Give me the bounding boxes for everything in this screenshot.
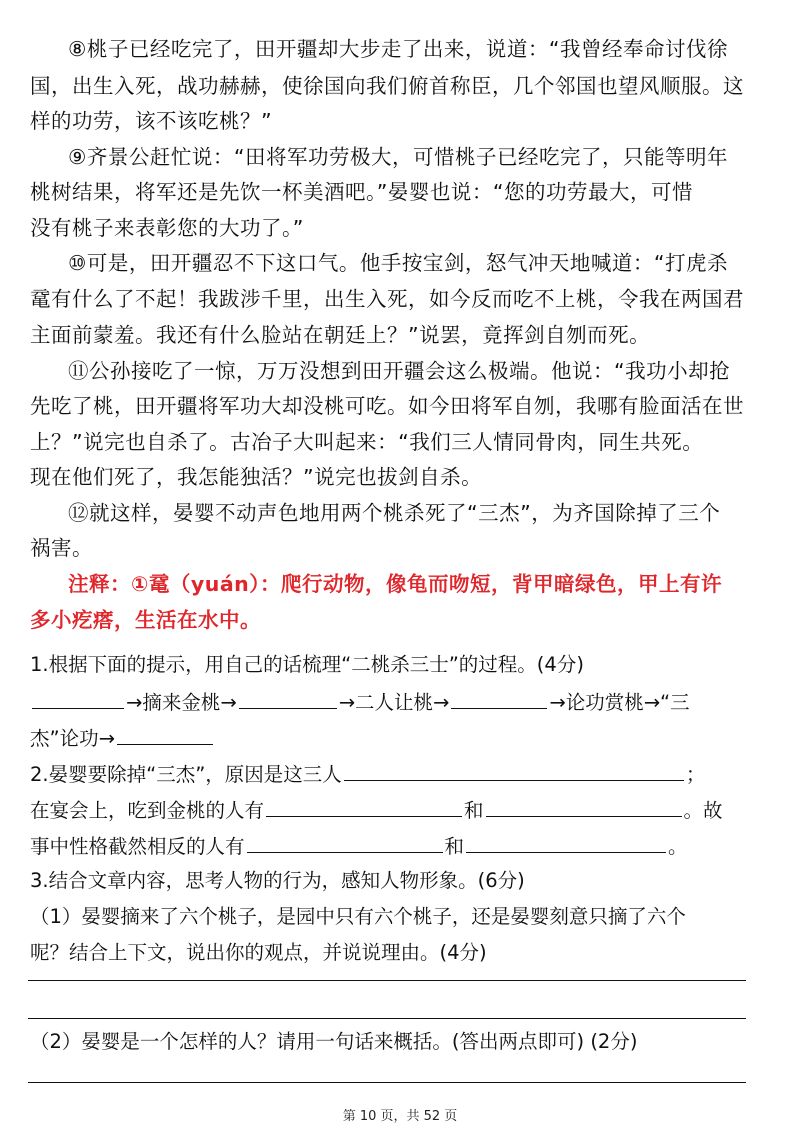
question-1-title: 1.根据下面的提示，用自己的话梳理“二桃杀三士”的过程。(4分) (30, 653, 584, 676)
question-2-contrast: 事中性格截然相反的人有 (30, 835, 245, 858)
annotation-line-2: 多小疙瘩，生活在水中。 (30, 608, 261, 632)
question-2-prompt: 2.晏婴要除掉“三杰”，原因是这三人 (30, 763, 342, 786)
blank-contrast-2[interactable] (466, 830, 666, 853)
question-3-1-line-2: 呢？结合上下文，说出你的观点，并说说理由。(4分) (30, 941, 487, 964)
and-text-2: 和 (444, 835, 465, 858)
paragraph-11-line-4: 现在他们死了，我怎能独活？”说完也拔剑自杀。 (30, 465, 483, 489)
paragraph-10-line-2: 鼋有什么了不起！我跋涉千里，出生入死，如今反而吃不上桃，令我在两国君 (30, 287, 744, 311)
semicolon: ； (685, 763, 706, 786)
question-3-2: （2）晏婴是一个怎样的人？请用一句话来概括。(答出两点即可) (2分) (30, 1030, 638, 1053)
row-2-end: 。故 (683, 799, 723, 822)
paragraph-12-line-2: 祸害。 (30, 536, 93, 560)
blank-reason[interactable] (344, 758, 684, 781)
blank-2[interactable] (239, 686, 337, 709)
paragraph-9-line-2: 桃树结果，将军还是先饮一杯美酒吧。”晏婴也说：“您的功劳最大，可惜 (30, 180, 693, 204)
question-3-1-line-1: （1）晏婴摘来了六个桃子，是园中只有六个桃子，还是晏婴刻意只摘了六个 (30, 905, 686, 928)
blank-eater-1[interactable] (266, 794, 462, 817)
paragraph-11-line-3: 上？”说完也自杀了。古冶子大叫起来：“我们三人情同骨肉，同生共死。 (30, 430, 704, 454)
blank-1[interactable] (32, 686, 124, 709)
answer-line-3[interactable] (28, 1082, 746, 1083)
page-footer: 第 10 页，共 52 页 (342, 1109, 458, 1124)
and-text-1: 和 (464, 799, 484, 822)
question-2-row-3 (30, 830, 775, 862)
paragraph-9-line-3: 没有桃子来表彰您的大功了。” (30, 216, 304, 240)
question-2-peach-eaters: 在宴会上，吃到金桃的人有 (30, 799, 265, 822)
paragraph-8-line-1: ⑧桃子已经吃完了，田开疆却大步走了出来，说道：“我曾经奉命讨伐徐 (68, 37, 728, 61)
paragraph-11-line-1: ⑪公孙接吃了一惊，万万没想到田开疆会这么极端。他说：“我功小却抢 (68, 359, 731, 383)
question-2-row-1 (30, 758, 775, 790)
paragraph-12-line-1: ⑫就这样，晏婴不动声色地用两个桃杀死了“三杰”，为齐国除掉了三个 (68, 501, 721, 525)
annotation-line-1: 注释：①鼋（yuán）：爬行动物，像龟而吻短，背甲暗绿色，甲上有许 (68, 572, 722, 596)
question-1-flow-row-1 (30, 686, 775, 718)
question-1-flow-row-2 (30, 722, 775, 754)
blank-contrast-1[interactable] (247, 830, 443, 853)
flow-step-1: →摘来金桃→ (126, 691, 237, 714)
row-3-end: 。 (668, 835, 688, 858)
answer-line-2[interactable] (28, 1018, 746, 1019)
paragraph-9-line-1: ⑨齐景公赶忙说：“田将军功劳极大，可惜桃子已经吃完了，只能等明年 (68, 145, 728, 169)
answer-line-1[interactable] (28, 980, 746, 981)
blank-4[interactable] (117, 722, 213, 745)
paragraph-8-line-2: 国，出生入死，战功赫赫，使徐国向我们俯首称臣，几个邻国也望风顺服。这 (30, 74, 744, 98)
blank-eater-2[interactable] (486, 794, 682, 817)
question-2-row-2 (30, 794, 775, 826)
flow-step-2: →二人让桃→ (338, 691, 450, 714)
flow-step-4: 杰”论功→ (30, 727, 115, 750)
blank-3[interactable] (451, 686, 547, 709)
paragraph-10-line-3: 主面前蒙羞。我还有什么脸站在朝廷上？”说罢，竟挥剑自刎而死。 (30, 323, 651, 347)
flow-step-3: →论功赏桃→“三 (549, 691, 690, 714)
question-3-title: 3.结合文章内容，思考人物的行为，感知人物形象。(6分) (30, 869, 525, 892)
paragraph-8-line-3: 样的功劳，该不该吃桃？” (30, 109, 273, 133)
paragraph-11-line-2: 先吃了桃，田开疆将军功大却没桃可吃。如今田将军自刎，我哪有脸面活在世 (30, 394, 744, 418)
paragraph-10-line-1: ⑩可是，田开疆忍不下这口气。他手按宝剑，怒气冲天地喊道：“打虎杀 (68, 251, 728, 275)
